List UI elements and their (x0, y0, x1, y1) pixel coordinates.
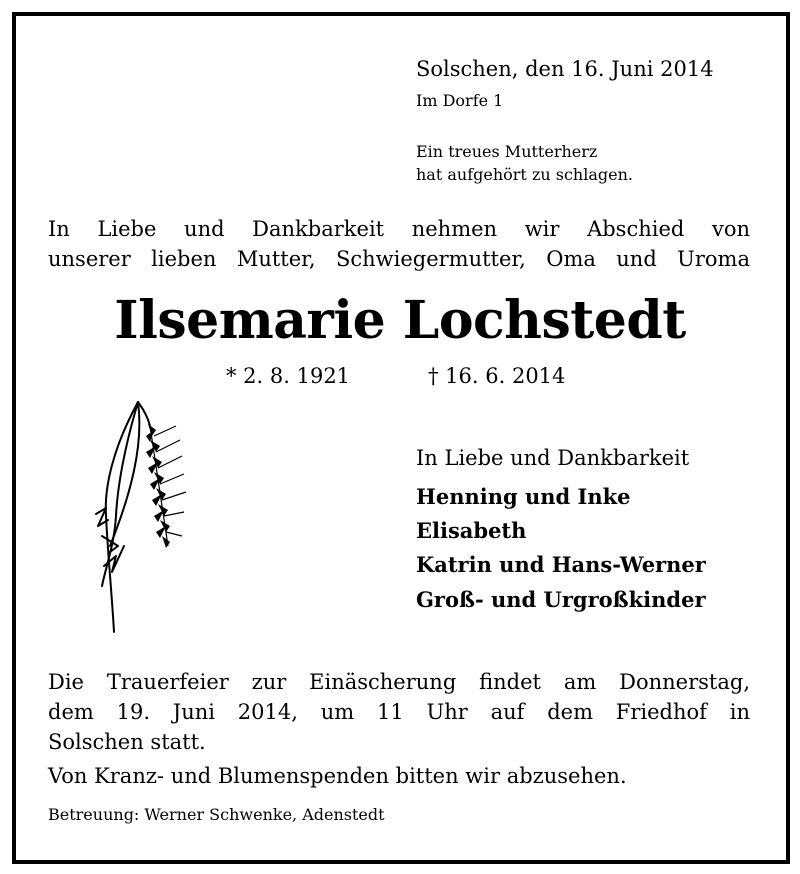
mourner-name: Elisabeth (416, 518, 527, 543)
wheat-ear-icon (84, 396, 204, 636)
address: Im Dorfe 1 (416, 91, 504, 110)
mourners-intro: In Liebe und Dankbarkeit (416, 446, 690, 470)
flowers-note: Von Kranz- und Blumenspenden bitten wir abzusehen. (48, 764, 627, 788)
mourner-name: Katrin und Hans-Werner (416, 552, 706, 577)
service-line-3: Solschen statt. (48, 730, 206, 754)
mourner-name: Henning und Inke (416, 484, 631, 509)
caretaker-note: Betreuung: Werner Schwenke, Adenstedt (48, 805, 385, 824)
verse-line-1: Ein treues Mutterherz (416, 142, 598, 161)
place-date: Solschen, den 16. Juni 2014 (416, 57, 714, 81)
mourner-name: Groß- und Urgroßkinder (416, 587, 706, 612)
service-line-2: dem 19. Juni 2014, um 11 Uhr auf dem Friedhof in (48, 700, 750, 724)
verse-line-2: hat aufgehört zu schlagen. (416, 165, 633, 184)
verse (416, 140, 633, 186)
birth-date: * 2. 8. 1921 (226, 364, 351, 388)
intro-line-2: unserer lieben Mutter, Schwiegermutter, Oma und Uroma (48, 247, 750, 271)
deceased-name: Ilsemarie Lochstedt (114, 290, 686, 351)
intro-line-1: In Liebe und Dankbarkeit nehmen wir Abschied von (48, 217, 750, 241)
death-date: † 16. 6. 2014 (428, 364, 566, 388)
service-line-1: Die Trauerfeier zur Einäscherung findet am Donnerstag, (48, 670, 750, 694)
